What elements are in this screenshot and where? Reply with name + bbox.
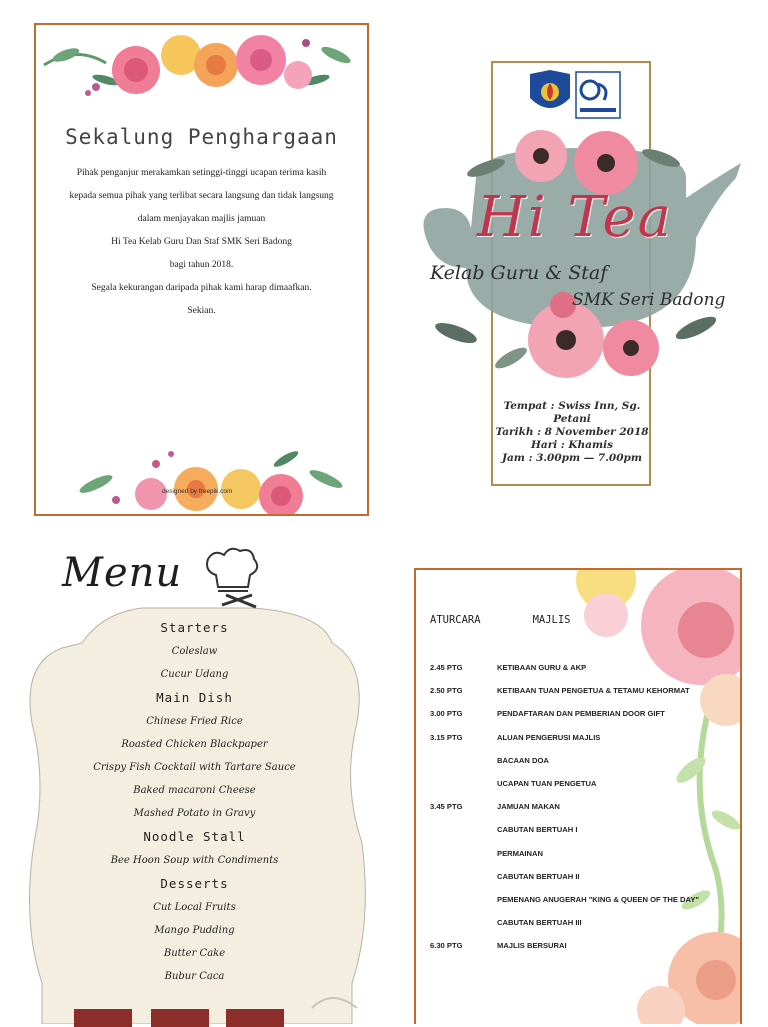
agenda-heading-left: ATURCARA xyxy=(430,614,481,626)
agenda-activity: UCAPAN TUAN PENGETUA xyxy=(497,778,597,788)
menu-item: Crispy Fish Cocktail with Tartare Sauce xyxy=(93,762,296,773)
agenda-heading-right: MAJLIS xyxy=(532,614,571,626)
menu-item: Bee Hoon Soup with Condiments xyxy=(110,855,279,866)
agenda-activity: CABUTAN BERTUAH II xyxy=(497,871,580,881)
menu-item: Bubur Caca xyxy=(164,971,225,982)
menu-item: Chinese Fried Rice xyxy=(146,716,243,727)
event-day: Hari : Khamis xyxy=(530,439,613,451)
page-title: Sekalung Penghargaan xyxy=(65,125,338,149)
agenda-activity: CABUTAN BERTUAH III xyxy=(497,918,582,928)
teapot-silhouette xyxy=(416,118,746,398)
designer-credit: designed by freepik.com xyxy=(162,488,233,495)
agenda-time: 2.50 PTG xyxy=(430,686,463,696)
text-line: Sekian. xyxy=(187,306,216,316)
text-line: Segala kekurangan daripada pihak kami harap dimaafkan. xyxy=(91,283,312,293)
agenda-activity: KETIBAAN GURU & AKP xyxy=(497,663,587,672)
menu-category: Main Dish xyxy=(156,690,233,705)
event-details xyxy=(494,400,650,465)
footer-tile xyxy=(226,1009,284,1027)
text-line: kepada semua pihak yang terlibat secara langsung dan tidak langsung xyxy=(69,191,334,201)
menu-item: Baked macaroni Cheese xyxy=(133,785,256,796)
agenda-activity: PEMENANG ANUGERAH "KING & QUEEN OF THE DAY" xyxy=(497,894,699,904)
menu-category: Noodle Stall xyxy=(143,829,246,844)
menu-category: Starters xyxy=(160,620,229,635)
appreciation-card xyxy=(34,23,369,516)
agenda-activity: KETIBAAN TUAN PENGETUA & TETAMU KEHORMAT xyxy=(497,686,690,696)
agenda-activity: MAJLIS BERSURAI xyxy=(497,941,567,951)
agenda-time: 3.15 PTG xyxy=(430,732,463,742)
agenda-activity: PENDAFTARAN DAN PEMBERIAN DOOR GIFT xyxy=(497,709,665,719)
agenda-activity: PERMAINAN xyxy=(497,848,543,858)
menu-item: Roasted Chicken Blackpaper xyxy=(121,739,268,750)
club-name: Kelab Guru & Staf xyxy=(430,262,608,284)
text-line: Pihak penganjur merakamkan setinggi-tinggi ucapan terima kasih xyxy=(76,168,327,178)
menu-title: Menu xyxy=(62,550,183,596)
rose-border-decoration xyxy=(566,570,742,1024)
agenda-time: 3.00 PTG xyxy=(430,709,463,719)
agenda-heading xyxy=(430,614,571,626)
menu-item: Mango Pudding xyxy=(154,925,235,936)
agenda-activity: CABUTAN BERTUAH I xyxy=(497,825,578,835)
agenda-card xyxy=(414,568,742,1024)
event-venue: Tempat : Swiss Inn, Sg. Petani xyxy=(503,400,641,425)
menu-category: Desserts xyxy=(160,876,229,891)
floral-border-decoration xyxy=(36,25,367,105)
agenda-activity: JAMUAN MAKAN xyxy=(497,802,560,812)
menu-item: Cucur Udang xyxy=(160,669,229,680)
menu-list xyxy=(22,616,367,988)
appreciation-text xyxy=(46,168,357,329)
chef-hat-icon xyxy=(202,545,262,609)
event-date: Tarikh : 8 November 2018 xyxy=(495,426,649,438)
agenda-activity: BACAAN DOA xyxy=(497,755,549,765)
anniversary-logo-icon xyxy=(576,72,620,118)
agenda-time: 6.30 PTG xyxy=(430,941,463,951)
text-line: Hi Tea Kelab Guru Dan Staf SMK Seri Badong xyxy=(111,237,292,247)
agenda-time: 3.45 PTG xyxy=(430,802,463,812)
footer-tile xyxy=(151,1009,209,1027)
menu-item: Cut Local Fruits xyxy=(153,902,236,913)
school-crest-icon xyxy=(530,70,570,108)
event-title: Hi Tea xyxy=(476,185,674,250)
agenda-activity: ALUAN PENGERUSI MAJLIS xyxy=(497,732,601,742)
menu-item: Coleslaw xyxy=(171,646,218,657)
menu-item: Butter Cake xyxy=(163,948,226,959)
school-name: SMK Seri Badong xyxy=(572,290,726,310)
event-time: Jam : 3.00pm — 7.00pm xyxy=(502,452,642,464)
floral-border-decoration xyxy=(56,434,356,514)
text-line: dalam menjayakan majlis jamuan xyxy=(137,214,266,224)
text-line: bagi tahun 2018. xyxy=(169,260,234,270)
menu-card xyxy=(22,543,367,1024)
poster-logos xyxy=(526,70,622,122)
agenda-time: 2.45 PTG xyxy=(430,663,463,672)
menu-item: Mashed Potato in Gravy xyxy=(133,808,256,819)
footer-tile xyxy=(74,1009,132,1027)
